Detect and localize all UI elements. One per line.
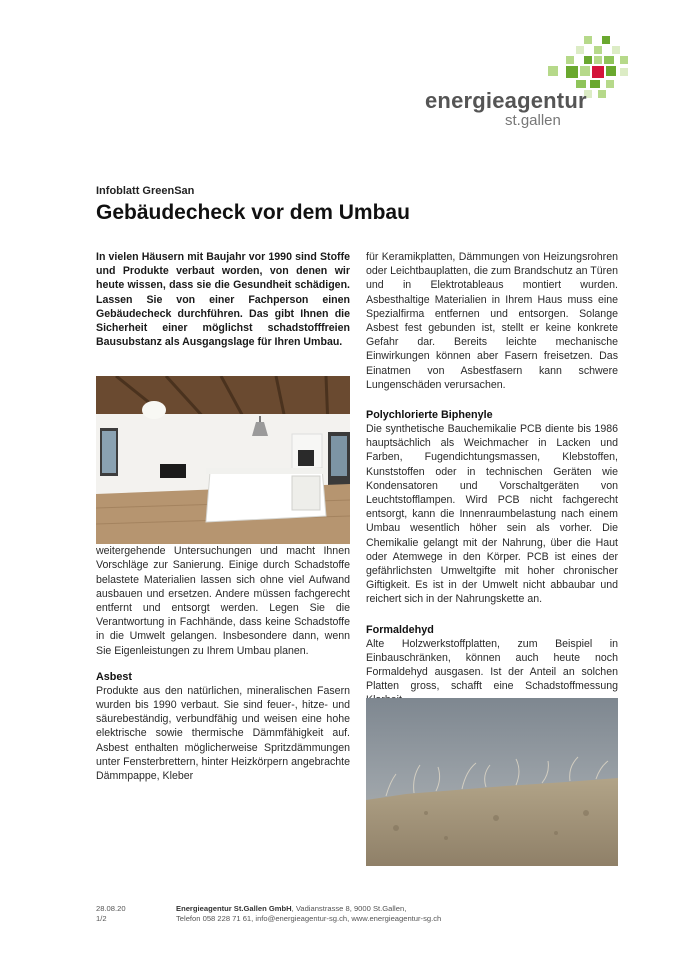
pcb-paragraph: Die synthetische Bauchemikalie PCB diente bis 1986 hauptsächlich als Weichmacher in Lacken und Farben, Fugendichtungsmassen, Klebstoffen, Kunststoffen oder in technischen Geräten wie Kondensatoren und Vorschaltgeräten von Leuchtstofflampen. Wird PCB nicht fachgerecht entsorgt, kann die Innenraumbelastung nach einem Umbau wesentlich höher sein als vorher. Die Chemikalie gelangt mit der Nahrung, über die Haut oder Atemwege in den Körper. PCB ist eines der gefährlichsten Umweltgifte mit hoher chronischer Giftigkeit. Es ist in der Umwelt nicht abbaubar und reichert sich in der Nahrungskette an. bbox=[366, 423, 618, 606]
formaldehyd-heading: Formaldehyd bbox=[366, 623, 434, 636]
asbest-heading: Asbest bbox=[96, 670, 133, 683]
footer-contact: Telefon 058 228 71 61, info@energieagentur-sg.ch, www.energieagentur-sg.ch bbox=[176, 914, 442, 923]
footer-org-address: , Vadianstrasse 8, 9000 St.Gallen, bbox=[291, 904, 407, 913]
document-label: Infoblatt GreenSan bbox=[96, 185, 195, 197]
right-column bbox=[366, 250, 618, 708]
formaldehyd-paragraph: Alte Holzwerkstoffplatten, zum Beispiel in Einbauschränken, können auch heute noch Formaldehyd ausgasen. Ist der Anteil an solchen Platten gross, schafft eine Schadstoffmessung bbox=[366, 637, 618, 693]
footer-org-name: Energieagentur St.Gallen GmbH bbox=[176, 904, 292, 913]
asbest-paragraph-left: Produkte aus den natürlichen, mineralischen Fasern wurden bis 1990 verbaut. Sie sind feuer-, hitze- und säurebeständig, verbundfähig und weisen eine hohe elektrische sowie thermische Dämmfähigkeit auf. Asbest enthalten möglicherweise Spritzdämmungen unter Fensterbrettern, hinter Heizkörpern angebrachte Dämmpappe, Kleber bbox=[96, 684, 350, 783]
footer-organization bbox=[176, 904, 406, 914]
footer-page-number: 1/2 bbox=[96, 914, 107, 923]
footer-date: 28.08.20 bbox=[96, 904, 126, 913]
logo-name: energieagentur bbox=[425, 88, 587, 113]
page-title: Gebäudecheck vor dem Umbau bbox=[96, 201, 410, 224]
kitchen-photo bbox=[96, 376, 350, 544]
pcb-heading: Polychlorierte Biphenyle bbox=[366, 409, 493, 422]
asbest-paragraph-right: für Keramikplatten, Dämmungen von Heizungsrohren oder Leichtbauplatten, die zum Brandschutz an Türen und in Elektrotableaus montiert wurden. Asbesthaltige Materialien in Ihrem Haus muss eine Spezialfirma entfernen und entsorgen. Solange Asbest fest gebunden ist, stellt er keine konkrete Gefahr dar. Bereits leichte mechanische Einwirkungen können aber Fasern freisetzen. Das Einatmen von Asbestfasern kann schwere Lungenschäden verursachen. bbox=[366, 251, 618, 391]
purpose-paragraph: weitergehende Untersuchungen und macht Ihnen Vorschläge zur Sanierung. Einige durch Schadstoffe belastete Materialien lassen sich ohne viel Aufwand ausbauen und ersetzen. Andere müssen fachgerecht entfernt und entsorgt werden. Legen Sie die Verantwortung in Fachhände, dass keine Schadstoffe in die Umwelt gelangen. Insbesondere dann, wenn Sie Eigenleistungen zu Ihrem Umbau planen. bbox=[96, 545, 350, 657]
intro-paragraph: In vielen Häusern mit Baujahr vor 1990 sind Stoffe und Produkte verbaut worden, von denen wir heute wissen, dass sie die Gesundheit schädigen. Lassen Sie von einer Fachperson einen Gebäudecheck durchführen. Das gibt Ihnen die Sicherheit einer möglichst schadstofffreien Bausubstanz als Ausgangslage für Ihren Umbau. bbox=[96, 251, 350, 349]
asbestos-fiber-photo bbox=[366, 698, 618, 866]
logo-location: st.gallen bbox=[505, 112, 561, 129]
